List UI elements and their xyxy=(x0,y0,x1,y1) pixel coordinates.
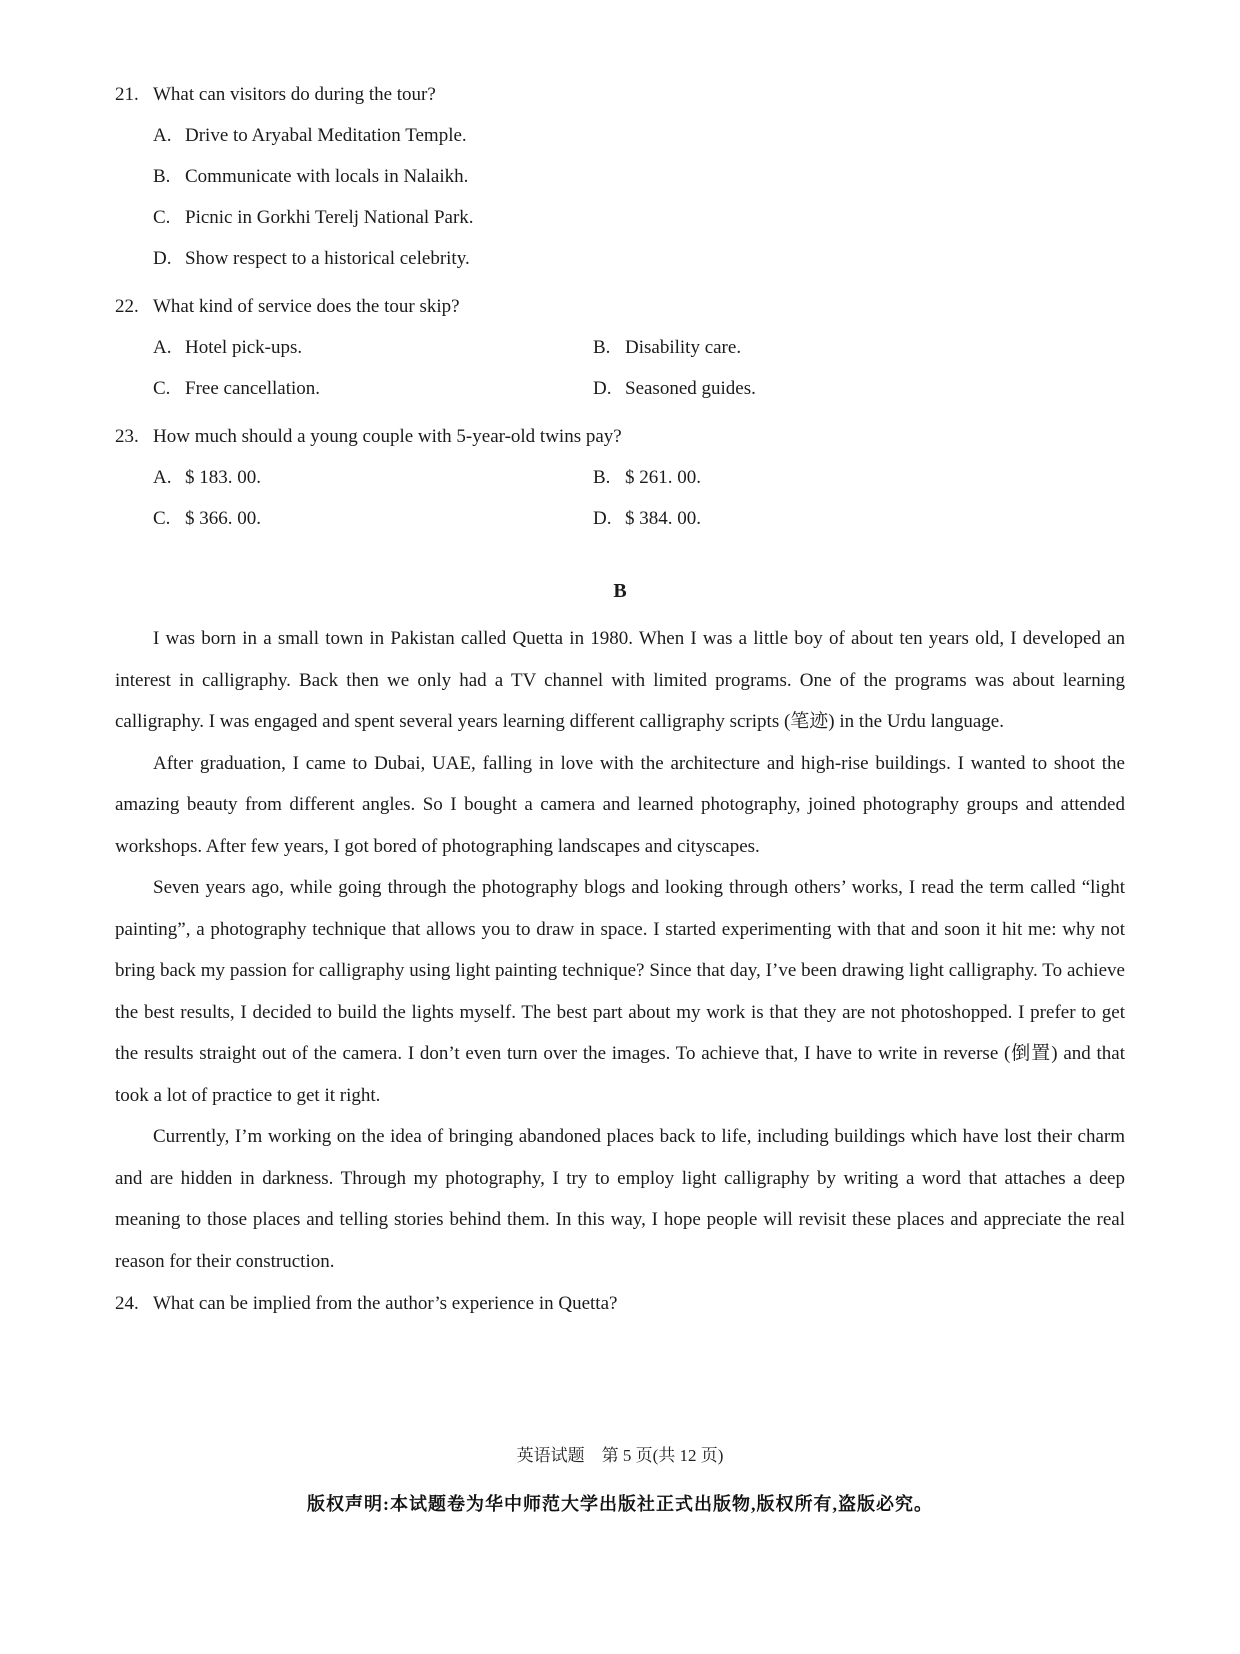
option-text: Disability care. xyxy=(625,337,742,358)
option-label: B. xyxy=(153,166,171,187)
option-d xyxy=(593,368,1125,409)
section-b-label: B xyxy=(613,580,627,602)
footer-page-number: 英语试题 第 5 页(共 12 页) xyxy=(516,1446,724,1465)
option-text: $ 183. 00. xyxy=(185,467,261,488)
option-label: D. xyxy=(153,248,172,269)
question-number: 24. xyxy=(115,1293,139,1314)
passage-paragraph: I was born in a small town in Pakistan called Quetta in 1980. When I was a little boy of about ten years old, I developed an interest in calligraphy. Back then we only had a TV channel with limited programs. One of the programs was about learning calligraphy. I was engaged and spent several years learning different calligraphy scripts (笔迹) in the Urdu language. xyxy=(115,628,1125,732)
option-label: B. xyxy=(593,337,611,358)
question-21-options xyxy=(153,115,1125,279)
option-label: C. xyxy=(153,378,171,399)
question-stem: How much should a young couple with 5-year-old twins pay? xyxy=(153,426,622,447)
option-text: Free cancellation. xyxy=(185,378,321,399)
option-text: Hotel pick-ups. xyxy=(185,337,303,358)
question-stem: What can visitors do during the tour? xyxy=(153,84,436,105)
option-text: Show respect to a historical celebrity. xyxy=(185,248,470,269)
question-24 xyxy=(115,1283,1125,1324)
question-stem: What can be implied from the author’s experience in Quetta? xyxy=(153,1293,618,1314)
question-24-stem-row xyxy=(115,1283,1125,1324)
question-23-stem-row xyxy=(115,416,1125,457)
option-a xyxy=(153,327,593,368)
option-b xyxy=(593,457,1125,498)
option-text: Picnic in Gorkhi Terelj National Park. xyxy=(185,207,474,228)
question-number: 22. xyxy=(115,296,139,317)
question-number: 21. xyxy=(115,84,139,105)
passage-paragraph: Seven years ago, while going through the photography blogs and looking through others’ works, I read the term called “light painting”, a photography technique that allows you to draw in space. I started experimenting with that and soon it hit me: why not bring back my passion for calligraphy using light painting technique? Since that day, I’ve been drawing light calligraphy. To achieve the best results, I decided to build the lights myself. The best part about my work is that they are not photoshopped. I prefer to get the results straight out of the camera. I don’t even turn over the images. To achieve that, I have to write in reverse (倒置) and that took a lot of practice to get it right. xyxy=(115,877,1125,1106)
option-label: A. xyxy=(153,467,172,488)
question-21 xyxy=(115,74,1125,279)
question-22-stem-row xyxy=(115,286,1125,327)
question-22 xyxy=(115,286,1125,409)
option-label: D. xyxy=(593,508,612,529)
option-d xyxy=(153,238,1125,279)
reading-passage-b xyxy=(115,618,1125,1282)
option-text: Seasoned guides. xyxy=(625,378,756,399)
option-d xyxy=(593,498,1125,539)
option-a xyxy=(153,457,593,498)
question-21-stem-row xyxy=(115,74,1125,115)
option-label: C. xyxy=(153,508,171,529)
option-text: Communicate with locals in Nalaikh. xyxy=(185,166,469,187)
question-stem: What kind of service does the tour skip? xyxy=(153,296,460,317)
passage-paragraph: Currently, I’m working on the idea of bringing abandoned places back to life, including buildings which have lost their charm and are hidden in darkness. Through my photography, I try to employ light calligraphy by writing a word that attaches a deep meaning to those places and telling stories behind them. In this way, I hope people will revisit these places and appreciate the real reason for their construction. xyxy=(115,1126,1125,1272)
option-c xyxy=(153,498,593,539)
copyright-notice: 版权声明:本试题卷为华中师范大学出版社正式出版物,版权所有,盗版必究。 xyxy=(307,1494,933,1514)
option-c xyxy=(153,368,593,409)
option-a xyxy=(153,115,1125,156)
option-c xyxy=(153,197,1125,238)
option-b xyxy=(593,327,1125,368)
option-text: $ 366. 00. xyxy=(185,508,261,529)
option-label: A. xyxy=(153,125,172,146)
question-23-options xyxy=(153,457,1125,539)
option-label: C. xyxy=(153,207,171,228)
option-label: B. xyxy=(593,467,611,488)
question-23 xyxy=(115,416,1125,539)
option-label: A. xyxy=(153,337,172,358)
question-22-options xyxy=(153,327,1125,409)
option-text: Drive to Aryabal Meditation Temple. xyxy=(185,125,467,146)
option-label: D. xyxy=(593,378,612,399)
question-number: 23. xyxy=(115,426,139,447)
option-text: $ 384. 00. xyxy=(625,508,701,529)
passage-paragraph: After graduation, I came to Dubai, UAE, falling in love with the architecture and high-rise buildings. I wanted to shoot the amazing beauty from different angles. So I bought a camera and learned photography, joined photography groups and attended workshops. After few years, I got bored of photographing landscapes and cityscapes. xyxy=(115,752,1125,857)
option-text: $ 261. 00. xyxy=(625,467,701,488)
option-b xyxy=(153,156,1125,197)
